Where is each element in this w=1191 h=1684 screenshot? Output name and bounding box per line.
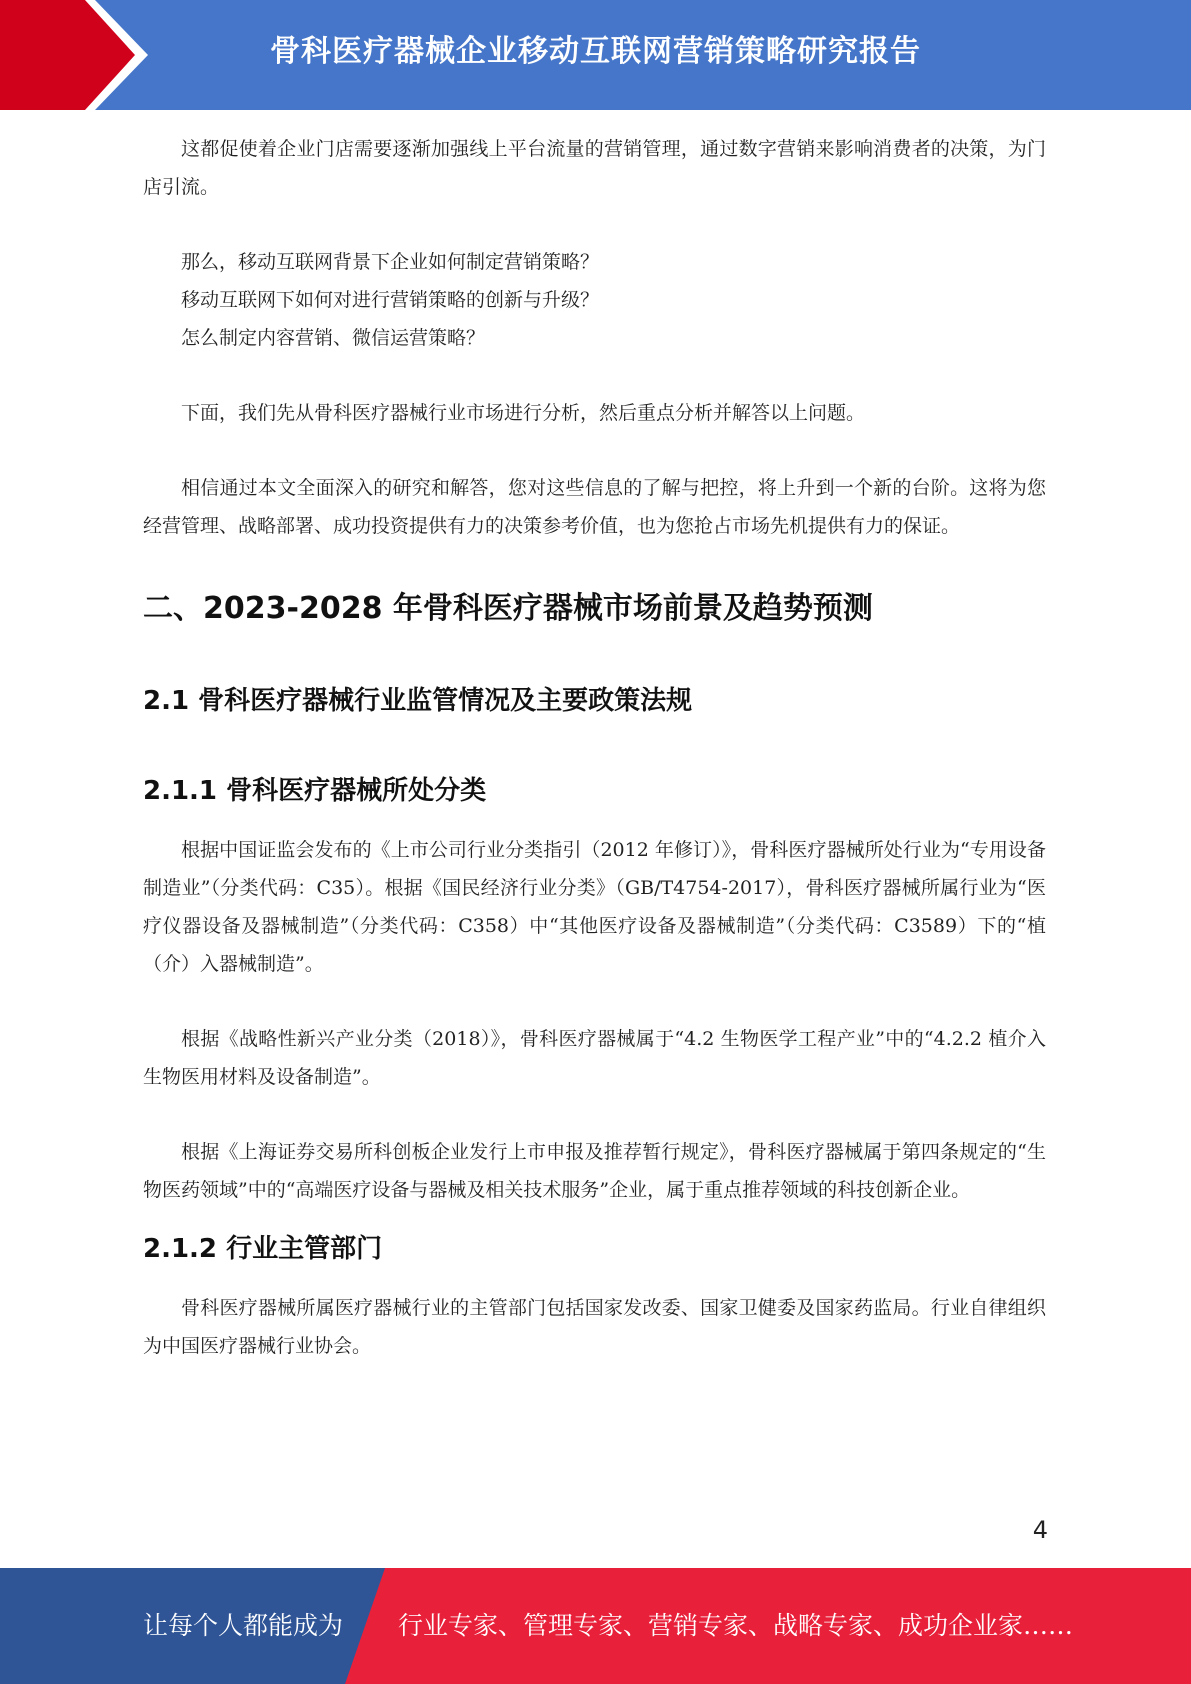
section-heading: 二、2023-2028 年骨科医疗器械市场前景及趋势预测 <box>143 591 873 626</box>
paragraph: 相信通过本文全面深入的研究和解答，您对这些信息的了解与把控，将上升到一个新的台阶。这将为您经营管理、战略部署、成功投资提供有力的决策参考价值，也为您抢占市场先机提供有力的保证。 <box>143 477 1046 537</box>
paragraph: 这都促使着企业门店需要逐渐加强线上平台流量的营销管理，通过数字营销来影响消费者的决策，为门店引流。 <box>143 138 1046 198</box>
spacer <box>143 1269 1046 1289</box>
spacer <box>143 721 1046 771</box>
subsection-heading: 2.1 骨科医疗器械行业监管情况及主要政策法规 <box>143 686 693 716</box>
spacer <box>143 1209 1046 1229</box>
spacer <box>143 357 1046 394</box>
subsection-heading: 2.1.2 行业主管部门 <box>143 1234 383 1264</box>
paragraph: 根据《上海证券交易所科创板企业发行上市申报及推荐暂行规定》，骨科医疗器械属于第四条规定的“生物医药领域”中的“高端医疗设备与器械及相关技术服务”企业，属于重点推荐领域的科技创新企业。 <box>143 1141 1046 1201</box>
document-body <box>143 130 1046 1365</box>
paragraph: 骨科医疗器械所属医疗器械行业的主管部门包括国家发改委、国家卫健委及国家药监局。行业自律组织为中国医疗器械行业协会。 <box>143 1297 1046 1357</box>
question-line: 那么，移动互联网背景下企业如何制定营销策略？ <box>181 251 600 273</box>
page-number: 4 <box>1032 1516 1048 1544</box>
spacer <box>143 206 1046 243</box>
paragraph: 根据《战略性新兴产业分类（2018）》，骨科医疗器械属于“4.2 生物医学工程产业”中的“4.2.2 植介入生物医用材料及设备制造”。 <box>143 1028 1046 1088</box>
question-line: 移动互联网下如何对进行营销策略的创新与升级？ <box>181 289 600 311</box>
question-line: 怎么制定内容营销、微信运营策略？ <box>181 327 486 349</box>
header-title: 骨科医疗器械企业移动互联网营销策略研究报告 <box>270 34 921 69</box>
spacer <box>143 432 1046 469</box>
report-header <box>0 0 1191 110</box>
paragraph: 下面，我们先从骨科医疗器械行业市场进行分析，然后重点分析并解答以上问题。 <box>181 402 866 424</box>
report-footer <box>0 1568 1191 1684</box>
spacer <box>143 983 1046 1020</box>
subsection-heading: 2.1.1 骨科医疗器械所处分类 <box>143 776 487 806</box>
footer-slogan-right: 行业专家、管理专家、营销专家、战略专家、成功企业家…… <box>398 1611 1074 1640</box>
spacer <box>143 811 1046 831</box>
spacer <box>143 545 1046 589</box>
paragraph: 根据中国证监会发布的《上市公司行业分类指引（2012 年修订）》，骨科医疗器械所处行业为“专用设备制造业”（分类代码：C35）。根据《国民经济行业分类》（GB/T4754-2017），骨科医疗器械所属行业为“医疗仪器设备及器械制造”（分类代码：C358）中“其他医疗设备及器械制造”（分类代码：C3589）下的“植（介）入器械制造”。 <box>143 839 1046 975</box>
spacer <box>143 1096 1046 1133</box>
header-red-arrow <box>0 0 135 110</box>
footer-slogan-left: 让每个人都能成为 <box>143 1611 344 1640</box>
spacer <box>143 629 1046 681</box>
